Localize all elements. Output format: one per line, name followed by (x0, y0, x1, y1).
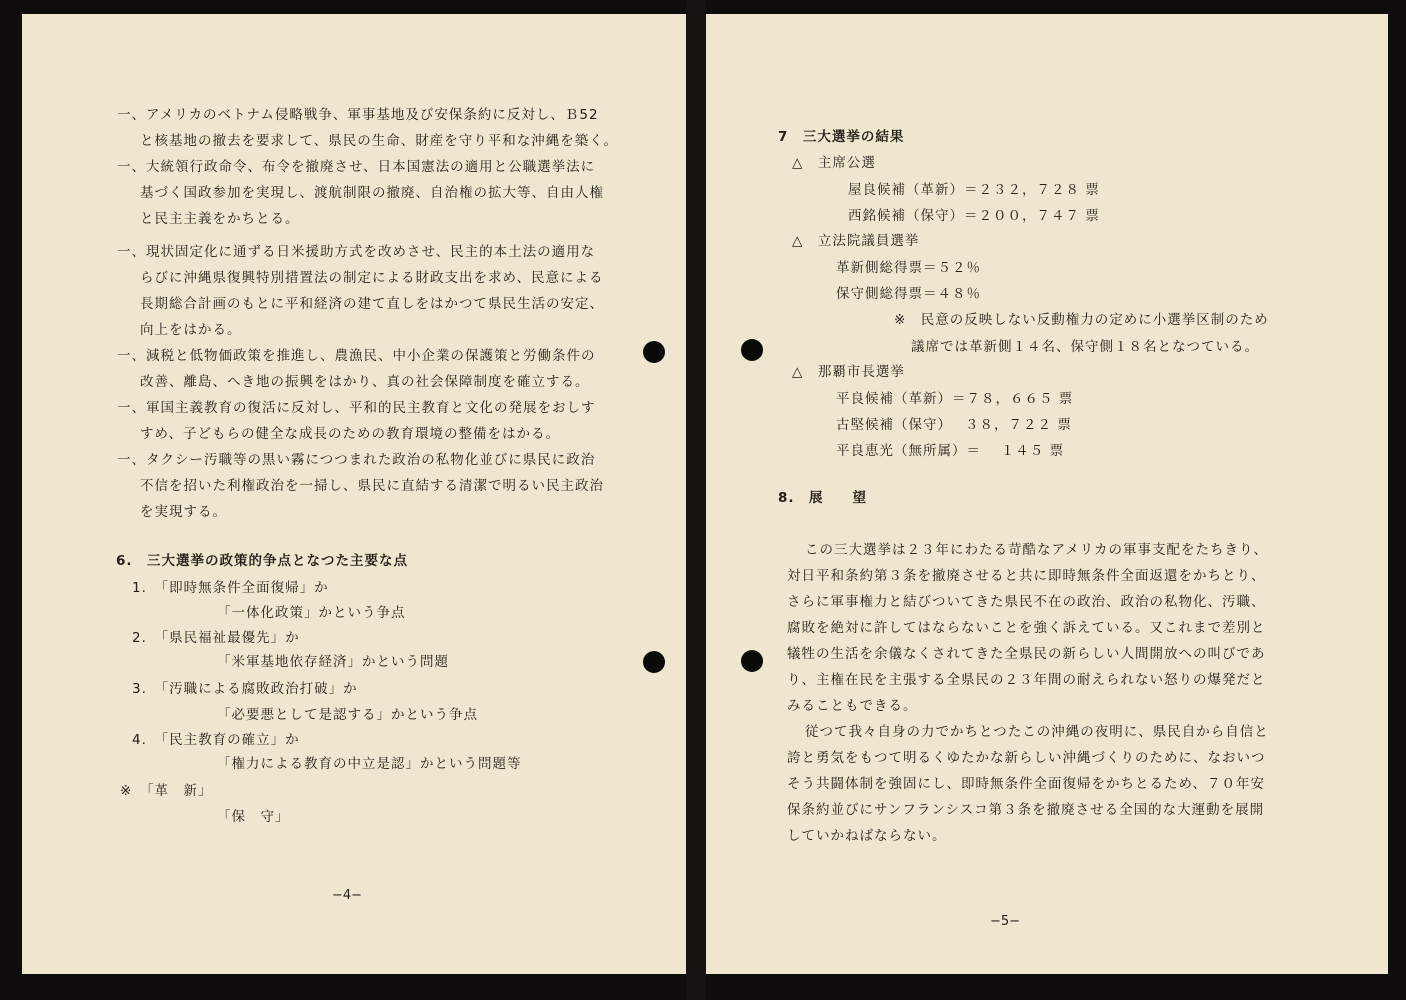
legislature-note-line: 議席では革新側１４名、保守側１８名となつている。 (911, 339, 1259, 355)
binding-hole (741, 339, 763, 361)
policy-line: すめ、子どもらの健全な成長のための教育環境の整備をはかる。 (140, 426, 560, 442)
chief-result-line: 西銘候補（保守）＝２００，７４７ 票 (848, 208, 1100, 224)
binding-hole (741, 650, 763, 672)
chief-election-heading: △ 主席公選 (792, 155, 876, 171)
issue-line: 1. 「即時無条件全面復帰」か (132, 580, 329, 596)
legislature-election-heading: △ 立法院議員選挙 (792, 233, 920, 249)
naha-result-line: 平良恵光（無所属）＝ １４５ 票 (836, 443, 1065, 459)
outlook-line: り、主権在民を主張する全県民の２３年間の耐えられない怒りの爆発だと (787, 672, 1266, 688)
issue-line: 3. 「汚職による腐敗政治打破」か (132, 681, 358, 697)
chief-result-line: 屋良候補（革新）＝２３２，７２８ 票 (848, 182, 1100, 198)
binding-hole (643, 651, 665, 673)
policy-line: と核基地の撤去を要求して、県民の生命、財産を守り平和な沖縄を築く。 (140, 133, 618, 149)
issue-line: 2. 「県民福祉最優先」か (132, 630, 300, 646)
outlook-line: 保条約並びにサンフランシスコ第３条を撤廃させる全国的な大運動を展開 (787, 802, 1265, 818)
policy-line: と民主主義をかちとる。 (140, 211, 300, 227)
outlook-line: していかねばならない。 (787, 828, 947, 844)
section-8-title: 8. 展 望 (778, 490, 868, 506)
page-number-left: −4− (332, 888, 363, 903)
page-number-right: −5− (990, 914, 1021, 929)
naha-election-heading: △ 那覇市長選挙 (792, 364, 905, 380)
policy-line: 基づく国政参加を実現し、渡航制限の撤廃、自治権の拡大等、自由人権 (140, 185, 604, 201)
policy-line: 一、タクシー汚職等の黒い霧につつまれた政治の私物化並びに県民に政治 (117, 452, 596, 468)
policy-line: 一、大統領行政命令、布令を撤廃させ、日本国憲法の適用と公職選挙法に (117, 159, 596, 175)
outlook-line: さらに軍事権力と結びついてきた県民不在の政治、政治の私物化、汚職、 (787, 594, 1266, 610)
outlook-line: 腐敗を絶対に許してはならないことを強く訴えている。又これまで差別と (787, 620, 1266, 636)
outlook-line: そう共闘体制を強固にし、即時無条件全面復帰をかちとるため、７０年安 (787, 776, 1265, 792)
section-6-title: 6. 三大選挙の政策的争点となつた主要な点 (116, 553, 409, 569)
naha-result-line: 平良候補（革新）＝７８，６６５ 票 (836, 391, 1074, 407)
issue-line: 「米軍基地依存経済」かという問題 (217, 654, 449, 670)
legislature-note-line: ※ 民意の反映しない反動権力の定めに小選挙区制のため (894, 312, 1269, 328)
note-hoshu: 「保 守」 (217, 809, 290, 825)
binding-hole (643, 341, 665, 363)
right-page (706, 14, 1388, 974)
issue-line: 「必要悪として是認する」かという争点 (217, 707, 478, 723)
naha-result-line: 古堅候補（保守） ３８，７２２ 票 (836, 417, 1072, 433)
issue-line: 「一体化政策」かという争点 (217, 605, 406, 621)
policy-line: 一、アメリカのベトナム侵略戦争、軍事基地及び安保条約に反対し、Ｂ52 (117, 107, 599, 123)
outlook-line: みることもできる。 (787, 698, 918, 714)
policy-line: 長期総合計画のもとに平和経済の建て直しをはかつて県民生活の安定、 (140, 296, 604, 312)
policy-line: 改善、離島、へき地の振興をはかり、真の社会保障制度を確立する。 (140, 374, 590, 390)
note-kakushin: ※ 「革 新」 (120, 783, 213, 799)
outlook-line: 従つて我々自身の力でかちとつたこの沖縄の夜明に、県民自から自信と (805, 724, 1269, 740)
legislature-result-line: 保守側総得票＝４８％ (836, 286, 981, 302)
legislature-result-line: 革新側総得票＝５２％ (836, 260, 981, 276)
outlook-line: 対日平和条約第３条を撤廃させると共に即時無条件全面返還をかちとり、 (787, 568, 1266, 584)
outlook-line: 誇と勇気をもつて明るくゆたかな新らしい沖縄づくりのために、なおいつ (787, 750, 1266, 766)
outlook-line: この三大選挙は２３年にわたる苛酷なアメリカの軍事支配をたちきり、 (805, 542, 1269, 558)
policy-line: を実現する。 (140, 504, 227, 520)
issue-line: 4. 「民主教育の確立」か (132, 732, 300, 748)
policy-line: らびに沖縄県復興特別措置法の制定による財政支出を求め、民意による (140, 270, 604, 286)
book-spine (686, 0, 706, 1000)
policy-line: 不信を招いた利権政治を一掃し、県民に直結する清潔で明るい民主政治 (140, 478, 604, 494)
issue-line: 「権力による教育の中立是認」かという問題等 (217, 756, 522, 772)
section-7-title: 7 三大選挙の結果 (778, 129, 905, 145)
policy-line: 一、減税と低物価政策を推進し、農漁民、中小企業の保護策と労働条件の (117, 348, 596, 364)
policy-line: 一、軍国主義教育の復活に反対し、平和的民主教育と文化の発展をおしす (117, 400, 596, 416)
left-page (22, 14, 686, 974)
outlook-line: 犠牲の生活を余儀なくされてきた全県民の新らしい人間開放への叫びであ (787, 646, 1266, 662)
policy-line: 向上をはかる。 (140, 322, 242, 338)
policy-line: 一、現状固定化に通ずる日米援助方式を改めさせ、民主的本土法の適用な (117, 244, 596, 260)
